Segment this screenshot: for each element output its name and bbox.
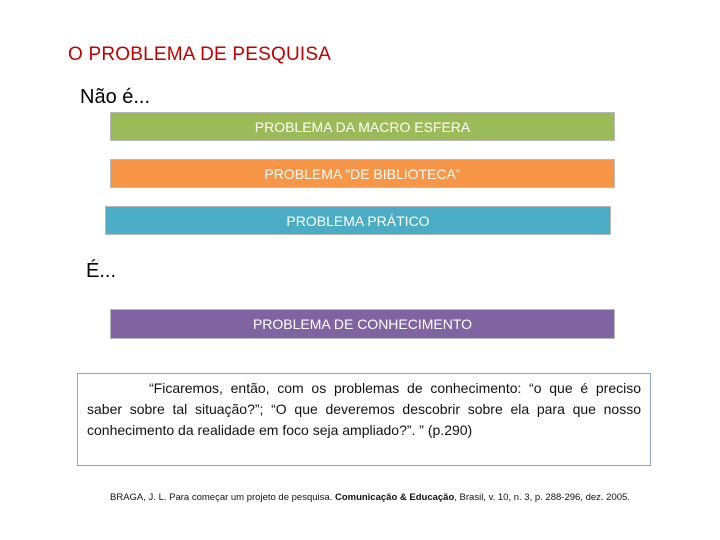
quote-text: “Ficaremos, então, com os problemas de conhecimento: “o que é preciso saber sobre tal situação?”; “O que deveremos descobrir sobre ela para que nosso conhecimento da realidade em foco seja ampliado?”. ” (p.290) (87, 380, 641, 438)
reference (110, 492, 630, 503)
quote-box (77, 373, 651, 466)
heading-nao-e: Não é... (80, 86, 151, 108)
bar-macro-esfera-label: PROBLEMA DA MACRO ESFERA (254, 118, 471, 135)
slide-title: O PROBLEMA DE PESQUISA (68, 44, 332, 65)
reference-part2: , Brasil, v. 10, n. 3, p. 288-296, dez. 2005. (454, 492, 630, 503)
bar-pratico (105, 206, 611, 235)
bar-conhecimento (110, 309, 615, 339)
bar-biblioteca-label: PROBLEMA “DE BIBLIOTECA” (264, 165, 461, 182)
reference-part1: BRAGA, J. L. Para começar um projeto de pesquisa. (110, 492, 335, 503)
bar-biblioteca (110, 159, 615, 188)
bar-pratico-label: PROBLEMA PRÁTICO (286, 212, 430, 229)
bar-macro-esfera (110, 112, 615, 141)
reference-journal: Comunicação & Educação (334, 492, 455, 503)
bar-conhecimento-label: PROBLEMA DE CONHECIMENTO (252, 316, 473, 332)
heading-e: É... (86, 260, 117, 282)
